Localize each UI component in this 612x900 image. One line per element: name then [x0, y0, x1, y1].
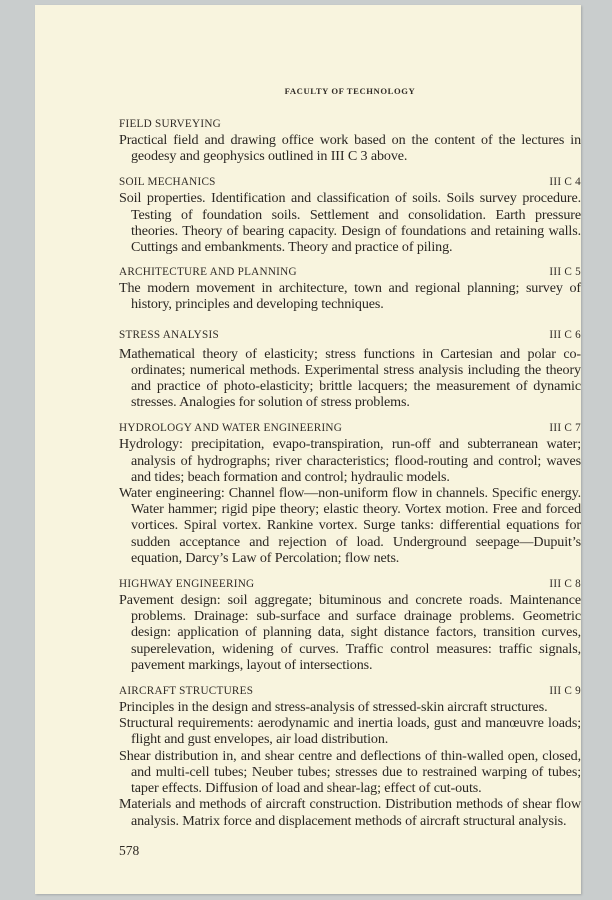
document-page — [35, 5, 581, 894]
section-paragraph: Soil properties. Identification and classification of soils. Soils survey procedure. Testing of foundation soils. Settlement and consolidation. Earth pressure theories. Theory of bearing capacity. Design of foundations and retaining walls. Cuttings and embankments. Theory and practice of piling. — [119, 190, 581, 256]
section-code: III C 8 — [549, 578, 581, 591]
section-code: III C 6 — [549, 328, 581, 341]
section-heading — [119, 264, 581, 280]
section-heading — [119, 174, 581, 190]
section-paragraph: Practical field and drawing office work based on the content of the lectures in geodesy and geophysics outlined in III C 3 above. — [119, 132, 581, 165]
section-heading — [119, 683, 581, 699]
section-code: III C 5 — [549, 266, 581, 279]
section-highway-engineering — [119, 576, 581, 673]
section-paragraph: Materials and methods of aircraft construction. Distribution methods of shear flow analysis. Matrix force and displacement methods of aircraft structural analysis. — [119, 796, 581, 829]
section-paragraph: Hydrology: precipitation, evapo-transpiration, run-off and subterranean water; analysis of hydrographs; river characteristics; flood-routing and control; waves and tides; beach formation and control; hydraulic models. — [119, 436, 581, 485]
section-paragraph: Mathematical theory of elasticity; stress functions in Cartesian and polar co-ordinates; numerical methods. Experimental stress analysis including the theory and practice of photo-elasticity; brittle lacquers; the measurement of dynamic stresses. Analogies for solution of stress problems. — [119, 345, 581, 411]
section-field-surveying — [119, 116, 581, 164]
page-number: 578 — [119, 842, 140, 858]
section-architecture-and-planning — [119, 264, 581, 312]
section-heading — [119, 576, 581, 592]
section-title: SOIL MECHANICS — [119, 176, 216, 189]
section-heading — [119, 327, 581, 343]
section-code: III C 9 — [549, 685, 581, 698]
section-soil-mechanics — [119, 174, 581, 255]
section-title: FIELD SURVEYING — [119, 118, 221, 130]
section-paragraph: Shear distribution in, and shear centre and deflections of thin-walled open, closed, and multi-cell tubes; Neuber tubes; stresses due to restrained warping of tubes; taper effects. Diffusion of load and shear-lag; effect of cut-outs. — [119, 747, 581, 797]
section-code: III C 4 — [549, 176, 581, 189]
section-code: III C 7 — [549, 422, 581, 435]
section-heading — [119, 420, 581, 436]
section-paragraph: Pavement design: soil aggregate; bituminous and concrete roads. Maintenance problems. Drainage: sub-surface and surface drainage problems. Geometric design: application of planning data, sight distance factors, transition curves, superelevation, widening of curves. Traffic control measures: traffic signals, pavement markings, layout of intersections. — [119, 592, 581, 673]
section-paragraph: The modern movement in architecture, town and regional planning; survey of history, principles and developing techniques. — [119, 280, 581, 313]
section-heading — [119, 116, 581, 132]
page-content — [119, 116, 581, 829]
section-hydrology-and-water-engineering — [119, 420, 581, 566]
section-paragraph: Structural requirements: aerodynamic and inertia loads, gust and manœuvre loads; flight and gust envelopes, air load distribution. — [119, 715, 581, 748]
page-flow — [119, 85, 581, 859]
section-aircraft-structures — [119, 683, 581, 829]
section-title: HIGHWAY ENGINEERING — [119, 578, 255, 591]
section-title: HYDROLOGY AND WATER ENGINEERING — [119, 422, 343, 435]
section-title: STRESS ANALYSIS — [119, 328, 219, 341]
section-stress-analysis — [119, 327, 581, 411]
section-title: AIRCRAFT STRUCTURES — [119, 685, 254, 698]
running-head: FACULTY OF TECHNOLOGY — [284, 86, 416, 96]
section-paragraph: Water engineering: Channel flow—non-uniform flow in channels. Specific energy. Water hammer; rigid pipe theory; elastic theory. Vortex motion. Free and forced vortices. Spiral vortex. Rankine vortex. Surge tanks: differential equations for sudden acceptance and rejection of load. Underground seepage—Dupuit’s equation, Darcy’s Law of Percolation; flow nets. — [119, 485, 581, 566]
section-paragraph: Principles in the design and stress-analysis of stressed-skin aircraft structures. — [119, 699, 548, 716]
section-title: ARCHITECTURE AND PLANNING — [119, 266, 297, 279]
